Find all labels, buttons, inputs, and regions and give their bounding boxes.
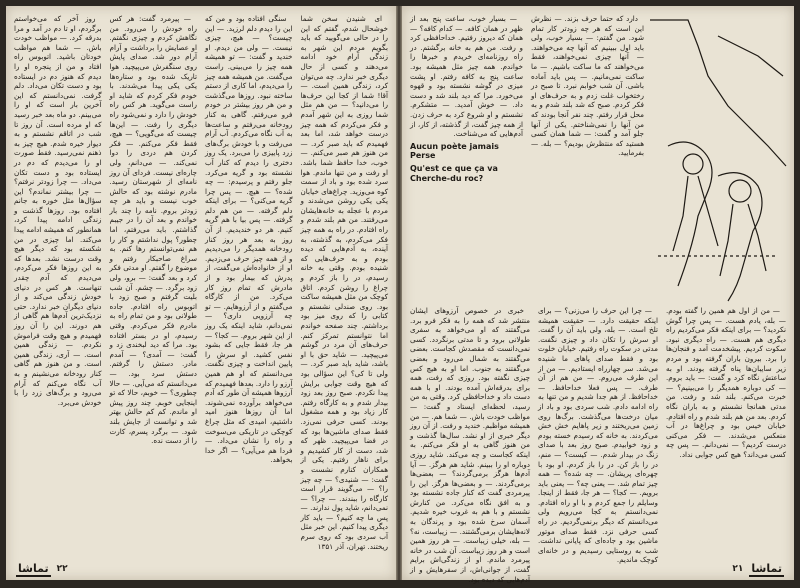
left-page-columns — [14, 14, 388, 558]
right-page-footer — [732, 562, 784, 576]
right-column-4 — [538, 306, 658, 565]
right-column-5-text: خبری در خصوص آرزوهای ایشان منتشر شد که همه را به فکر فرو برد. می‌گفتند که او می‌خواهد به سفری طولانی برود و تا مدتی برنگردد. کسی نمی‌دانست که مقصدش کجاست. بعضی می‌گفتند به شمال می‌رود و بعضی می‌گفتند به جنوب. اما او به هیچ کس چیزی نگفته بود. روزی که رفت، همه برای بدرقه‌اش آمده بودند. او با همه دست داد و خداحافظی کرد. وقتی به من رسید، لحظه‌ای ایستاد و گفت: — مواظب خودت باش. — شما هم. — من همیشه مواظبم. خندید و رفت. از آن روز دیگر خبری از او نشد. سال‌ها گذشت و من هنوز گاهی به او فکر می‌کنم. به اینکه کجاست و چه می‌کند. شاید روزی دوباره او را ببینم. شاید هم هرگز. — آیا آدم‌ها هرگز برمی‌گردند؟ — بعضی‌ها برمی‌گردند. — و بعضی‌ها هرگز. این را پیرمردی گفت که کنار جاده نشسته بود و به افق نگاه می‌کرد. من کنارش نشستم و با هم به غروب خیره شدیم. آسمان سرخ شده بود و پرندگان به لانه‌هایشان برمی‌گشتند. — زیباست، نه؟ — بله، خیلی زیباست. — هر روز همین است و هر روز زیباست. آن شب در خانه پیرمرد ماندم. او از زندگی‌اش برایم گفت، از جوانی‌اش، از سفرهایش و از آدم‌هایی که دیده بود. — [410, 306, 530, 584]
left-column-3-text: — پیرمرد گفت: هر کس راه خودش را می‌رود. من نگاهش کردم و چیزی نگفتم. او عصایش را برداشت و آرام آرام دور شد. صدای پایش روی سنگفرش می‌پیچید. هوا تاریک شده بود و ستاره‌ها یکی یکی پیدا می‌شدند. با خودم فکر کردم که شاید او راست می‌گوید. هر کس راه خودش را دارد و نمی‌شود راه دیگری را رفت. — این‌ها چیست که می‌گویی؟ — هیچ، فقط فکر می‌کنم. — فکر کردن هم دردی را دوا نمی‌کند. — می‌دانم، ولی چاره‌ای نیست. فردای آن روز نامه‌ای از شهرستان رسید. مادرم نوشته بود که حالش خوب نیست و باید هر چه زودتر بروم. نامه را چند بار خواندم و بعد آن را در جیبم گذاشتم. باید می‌رفتم، اما چطور؟ پول نداشتم و کار را هم نمی‌توانستم رها کنم. به سراغ صاحبکار رفتم و موضوع را گفتم. او مدتی فکر کرد و بعد گفت: — برو، ولی زود برگرد. — چشم. آن شب بلیت گرفتم و صبح زود با اتوبوس راه افتادم. جاده طولانی بود و من تمام راه به مادرم فکر می‌کردم. وقتی رسیدم، او در بستر افتاده بود. مرا که دید لبخندی زد و گفت: — آمدی؟ — آمدم مادر. دستش را گرفتم. دستش سرد بود. — می‌دانستم که می‌آیی. — حالا چطوری؟ — خوبم، حالا که تو اینجایی خوبم. چند روز پیش او ماندم. کم کم حالش بهتر شد و توانست از جایش بلند شود. — برگرد پسرم، کارت را از دست نده. — [109, 14, 197, 446]
left-column-4-text: روز آخر که می‌خواستم برگردم، او تا دم در آمد و مرا بدرقه کرد. — مواظب خودت باش. — شما هم مواظب خودتان باشید. اتوبوس راه افتاد و من از پنجره او را دیدم که هنوز دم در ایستاده بود و دست تکان می‌داد. دلم گرفت. نمی‌دانستم که این آخرین بار است که او را می‌بینم. دو ماه بعد خبر رسید که او مرده است. آن روز تا شب در اتاقم نشستم و به دیوار خیره شدم. هیچ چیز به ذهنم نمی‌رسید. فقط صورت او را می‌دیدم که دم در ایستاده بود و دست تکان می‌داد. — چرا زودتر نرفتم؟ — چرا بیشتر نماندم؟ این سؤال‌ها مثل خوره به جانم افتاده بود. روزها گذشت و زندگی ادامه پیدا کرد، همانطور که همیشه ادامه پیدا می‌کند. اما چیزی در من شکسته بود که دیگر هیچ وقت درست نشد. بعدها که به این روزها فکر می‌کردم، می‌دیدم که آدم چقدر تنهاست. هر کس در دنیای خودش زندگی می‌کند و از دنیای دیگران خبر ندارد. حتی نزدیک‌ترین آدم‌ها هم گاهی از هم دورند. این را آن روز فهمیدم و هیچ وقت فراموش نکردم. — زندگی همین است. — آری، زندگی همین است. و من هنوز هم گاهی کنار رودخانه می‌نشینم و به آب نگاه می‌کنم که آرام می‌رود و برگ‌های زرد را با خودش می‌برد. — [14, 14, 102, 407]
french-quote-1: Aucun poète jamais Perse — [410, 141, 499, 161]
right-column-2 — [410, 14, 523, 299]
left-column-3 — [110, 14, 198, 558]
right-page-upper-columns — [410, 14, 644, 299]
right-column-4-text: — چرا این حرف را می‌زنی؟ — برای اینکه حقیقت دارد. — حقیقت همیشه تلخ است. — بله، ولی باید آن را گفت. او سرش را تکان داد و چیزی نگفت. مدتی در سکوت راه رفتیم. خیابان خلوت بود و فقط صدای پاهای ما شنیده می‌شد. سر چهارراه ایستادیم. — من از این طرف می‌روم. — من هم از آن طرف. — پس فعلا خداحافظ. — خداحافظ. از هم جدا شدیم و من تنها به راه ادامه دادم. شب سردی بود و باد از میان درخت‌ها می‌گذشت. برگ‌ها روی زمین می‌ریختند و زیر پاهایم خش خش می‌کردند. به خانه که رسیدم خسته بودم و زود خوابیدم. صبح روز بعد با صدای زنگ در بیدار شدم. — کیست؟ — منم، در را باز کن. در را باز کردم. او بود با چهره‌ای پریشان. — چه شده؟ — همه چیز تمام شد. — یعنی چه؟ — یعنی باید برویم. — کجا؟ — هر جا، فقط از اینجا. وسایلم را جمع کردم و با او راه افتادم. نمی‌دانستم به کجا می‌رویم ولی می‌دانستم که دیگر برنمی‌گردیم. در راه کسی حرفی نزد. فقط صدای موتور ماشین بود و جاده‌ای که پایانی نداشت. شب به روستایی رسیدیم و در خانه‌ای کوچک ماندیم. — [538, 306, 658, 565]
right-column-1 — [531, 14, 644, 299]
right-column-2-text: — بسیار خوب، ساعت پنج بعد از ظهر در همان کافه. — کدام کافه؟ — همان که دیروز رفتیم. خداحافظی کرد و رفت. من هم به خانه برگشتم. در راه روزنامه‌ای خریدم و خبرها را خواندم. همه چیز مثل همیشه بود. ساعت پنج به کافه رفتم. او پشت میزی در گوشه نشسته بود و قهوه می‌خورد. مرا که دید بلند شد و دست داد. — خوش آمدید. — متشکرم. نشستم و او شروع کرد به حرف زدن. از همه چیز گفت، از گذشته، از کار، از آدم‌هایی که می‌شناخت. — [410, 14, 523, 139]
left-column-2-text: سنگی افتاده بود و من که این را دیدم دلم لرزید. — این چیست؟ — هیچ، چیزی نیست. — ولی من دیدم. او خندید و گفت: — تو همیشه همه چیز را می‌بینی. راست می‌گفت. من همیشه همه چیز را می‌دیدم، اما کاری از دستم ساخته نبود. روزها می‌گذشت و من هر روز بیشتر در خودم فرو می‌رفتم. گاهی به کنار رودخانه می‌رفتم و ساعت‌ها به آب نگاه می‌کردم. آب آرام می‌رفت و با خودش برگ‌های زرد پاییزی را می‌برد. یک روز دختری را دیدم که کنار آب نشسته بود و گریه می‌کرد. جلو رفتم و پرسیدم: — چه شده؟ — هیچ. — پس چرا گریه می‌کنی؟ — برای اینکه دلم گرفته. — من هم دلم گرفته. — پس بیا با هم گریه کنیم. هر دو خندیدیم. از آن روز به بعد هر روز کنار رودخانه همدیگر را می‌دیدیم و از همه چیز حرف می‌زدیم. او از خانواده‌اش می‌گفت، از پدرش که بیمار بود و از مادرش که تمام روز کار می‌کرد. من از کارگاه می‌گفتم و از آرزوهایم. — تو چه آرزویی داری؟ — نمی‌دانم، شاید اینکه یک روز از این شهر بروم. — کجا؟ — هر جا، فقط جایی که بشود نفس کشید. او سرش را پایین انداخت و چیزی نگفت. می‌دانستم که او هم همین آرزو را دارد. بعدها فهمیدم که آرزوها همیشه آن طور که آدم می‌خواهد برآورده نمی‌شوند. اما آن روزها هنوز امید داشتیم، امیدی که مثل چراغ کوچکی در تاریکی می‌سوخت و راه را نشان می‌داد. — فردا هم می‌آیی؟ — اگر خدا بخواهد. — [205, 14, 293, 465]
right-column-3-text: — من از اول هم همین را گفته بودم. — بله، یادم هست. — پس چرا گوش نکردید؟ — برای اینکه فکر می‌کردیم راه دیگری هم هست. — راه دیگری نبود. سکوت کردیم. پیشخدمت آمد و فنجان‌ها را برد. بیرون باران گرفته بود و مردم زیر سایبان‌ها پناه گرفته بودند. او به ساعتش نگاه کرد و گفت: — باید بروم. — کی دوباره همدیگر را می‌بینیم؟ — خبرت می‌کنم. بلند شد و رفت. من مدتی همانجا نشستم و به باران نگاه کردم. بعد من هم بلند شدم و راه افتادم. خیابان خیس بود و چراغ‌ها در آب منعکس می‌شدند. — فکر می‌کنی درست کردیم؟ — نمی‌دانم. — پس چه کسی می‌داند؟ هیچ کس جوابی نداد. — [666, 306, 786, 459]
left-column-2 — [205, 14, 293, 558]
right-column-3 — [666, 306, 786, 558]
left-page-footer — [16, 562, 68, 576]
left-page — [6, 6, 396, 580]
right-column-1-text: دارد که حتما حرف بزند. — نظرش این است که هر چه زودتر کار تمام شود. من گفتم: — بسیار خوب، ولی باید اول ببینیم که آنها چه می‌خواهند. — آنها چیزی نمی‌خواهند، فقط می‌خواهند که ما ساکت باشیم. — ما ساکت نمی‌مانیم. — پس باید آماده باشی. آن شب خوابم نبرد. تا صبح در رختخواب غلت زدم و به حرف‌های او فکر کردم. صبح که شد بلند شدم و به محل قرار رفتم. چند نفر آنجا بودند که من آنها را نمی‌شناختم. یکی از آنها جلو آمد و گفت: — شما همان کسی هستید که منتظرش بودیم؟ — بله. — بفرمایید. — [531, 14, 644, 158]
illustration-two-figures — [648, 16, 788, 306]
magazine-logo: تماشا — [18, 561, 49, 575]
page-number: ۲۱ — [732, 564, 744, 574]
right-page — [402, 6, 794, 584]
page-number: ۲۲ — [56, 564, 68, 574]
left-column-1-text: ای شنیدن سخن شما خوشحال شدم، گفتم که این را در حالی می‌گویید که باید بگویم مردم این شهر به زندگی آرام خود ادامه می‌دهند و کسی از حال دیگری خبر ندارد. چه می‌توان کرد، زندگی همین است. — آقا! شما از کجا این حرف‌ها را می‌دانید؟ — من هم مثل شما روزی به این شهر آمدم و فکر می‌کردم که همه چیز درست خواهد شد، اما بعد فهمیدم که باید صبر کرد. — من هنوز هم صبر می‌کنم. — خوب، خدا حافظ شما باشد. او رفت و من تنها ماندم. هوا سرد شده بود و باد از سمت کوه می‌وزید. چراغ‌های خیابان یکی یکی روشن می‌شدند و مردم با عجله به خانه‌هایشان می‌رفتند. من هم بلند شدم و راه افتادم. در راه به همه چیز فکر می‌کردم، به گذشته، به آینده، به آدم‌هایی که دیده بودم و به حرف‌هایی که شنیده بودم. وقتی به خانه رسیدم، در را باز کردم و چراغ را روشن کردم. اتاق کوچک من مثل همیشه ساکت بود. روی صندلی نشستم و کتابی را که روی میز بود برداشتم. چند صفحه خواندم اما نتوانستم تمرکز کنم. حرف‌های آن مرد در گوشم می‌پیچید. — شاید حق با او باشد، شاید باید صبر کرد. — ولی تا کی؟ این سؤالی بود که هیچ وقت جوابی برایش پیدا نکردم. صبح روز بعد زود بیدار شدم و به کارگاه رفتم. کار زیاد بود و همه مشغول بودند. کسی حرفی نمی‌زد. فقط صدای ماشین‌ها بود که در فضا می‌پیچید. ظهر که شد، دست از کار کشیدیم و برای ناهار رفتیم. یکی از همکاران کنارم نشست و گفت: — شنیدی؟ — چه چیز را؟ — می‌گویند قرار است کارگاه را ببندند. — چرا؟ — نمی‌دانم، شاید پول ندارند. — پس ما چه کنیم؟ — باید کار دیگری پیدا کنیم. این خبر مثل آب سردی بود که روی سرم ریختند. تهران، آذر ۱۳۵۱ — [300, 14, 388, 551]
right-column-5 — [410, 306, 530, 584]
left-column-4 — [14, 14, 102, 558]
left-column-1 — [301, 14, 389, 558]
magazine-logo: تماشا — [751, 561, 782, 575]
french-quote-2: Qu'est ce que ça va Cherche-du roc? — [410, 163, 498, 183]
